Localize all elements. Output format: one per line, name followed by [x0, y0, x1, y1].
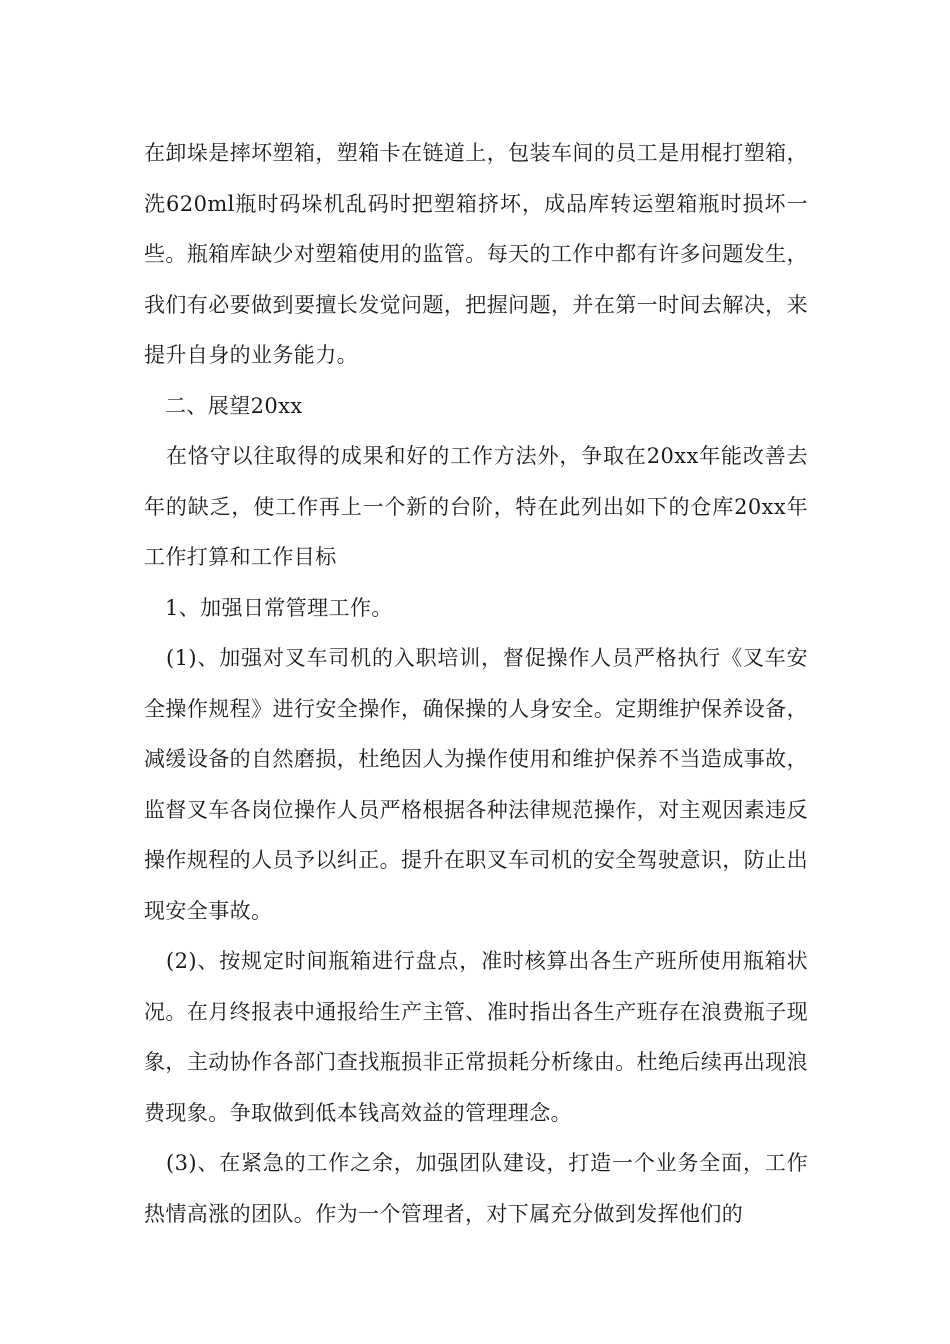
paragraph-intro: 在恪守以往取得的成果和好的工作方法外，争取在20xx年能改善去年的缺乏，使工作再上一个新的台阶，特在此列出如下的仓库20xx年工作打算和工作目标	[144, 444, 808, 569]
document-body	[144, 128, 808, 1239]
paragraph-continuation: 在卸垛是摔坏塑箱，塑箱卡在链道上，包装车间的员工是用棍打塑箱，洗620ml瓶时码垛机乱码时把塑箱挤坏，成品库转运塑箱瓶时损坏一些。瓶箱库缺少对塑箱使用的监管。每天的工作中都有许多问题发生，我们有必要做到要擅长发觉问题，把握问题，并在第一时间去解决，来提升自身的业务能力。	[144, 141, 808, 367]
list-item-3: (3)、在紧急的工作之余，加强团队建设，打造一个业务全面，工作热情高涨的团队。作为一个管理者，对下属充分做到发挥他们的	[144, 1151, 808, 1226]
section-heading-outlook: 二、展望20xx	[165, 393, 303, 418]
list-item-1: (1)、加强对叉车司机的入职培训，督促操作人员严格执行《叉车安全操作规程》进行安全操作，确保操的人身安全。定期维护保养设备，减缓设备的自然磨损，杜绝因人为操作使用和维护保养不当造成事故，监督叉车各岗位操作人员严格根据各种法律规范操作，对主观因素违反操作规程的人员予以纠正。提升在职叉车司机的安全驾驶意识，防止出现安全事故。	[144, 646, 808, 923]
list-heading-1: 1、加强日常管理工作。	[165, 595, 393, 620]
list-item-2: (2)、按规定时间瓶箱进行盘点，准时核算出各生产班所使用瓶箱状况。在月终报表中通报给生产主管、准时指出各生产班存在浪费瓶子现象，主动协作各部门查找瓶损非正常损耗分析缘由。杜绝后续再出现浪费现象。争取做到低本钱高效益的管理理念。	[144, 949, 808, 1125]
